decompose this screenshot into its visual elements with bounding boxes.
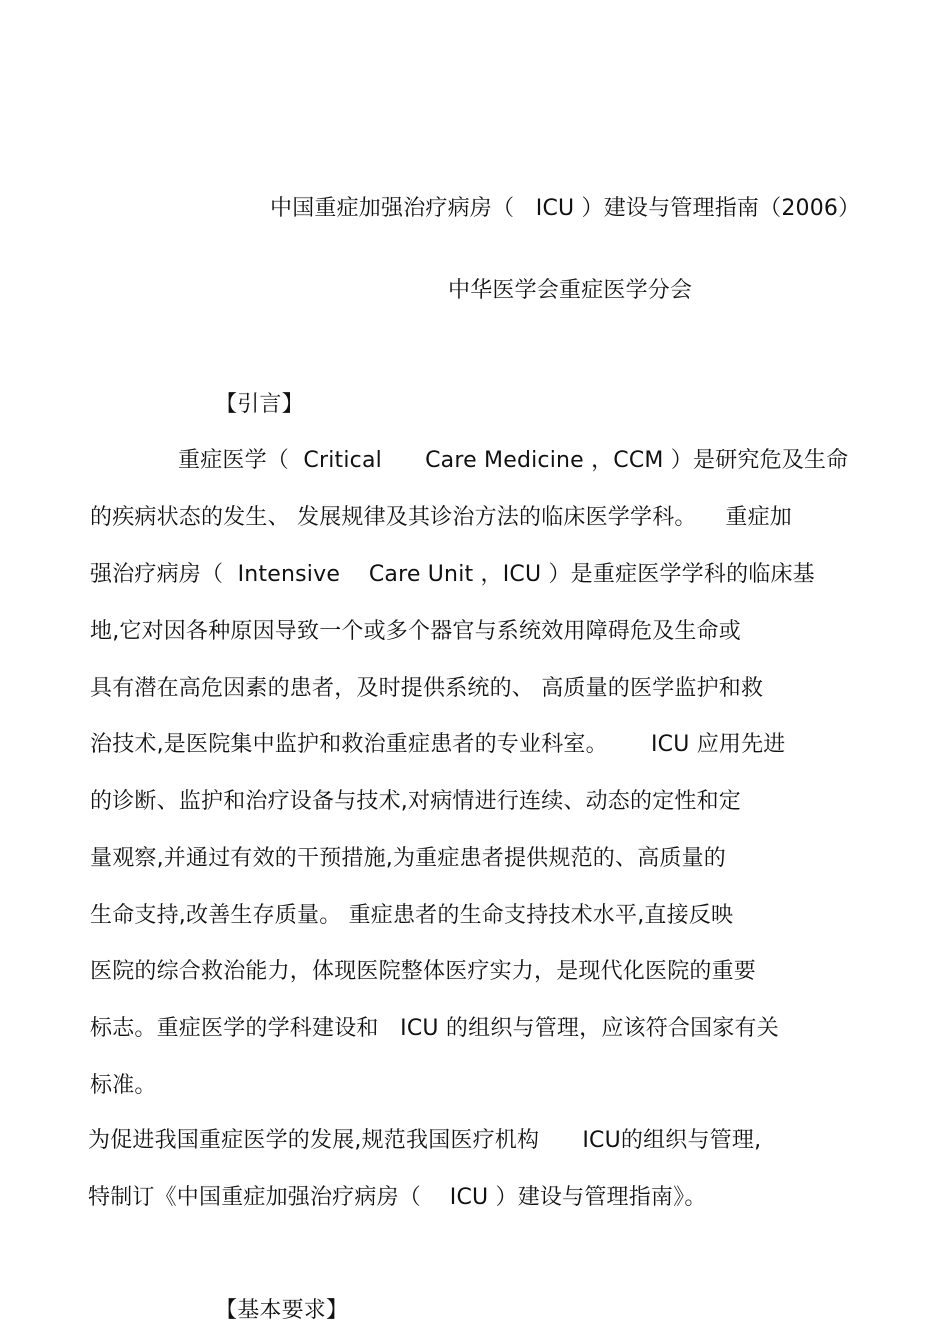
paragraph-line: 治技术,是医院集中监护和救治重症患者的专业科室。 ICU 应用先进 (90, 732, 786, 757)
paragraph-line: 标志。重症医学的学科建设和 ICU 的组织与管理，应该符合国家有关 (90, 1016, 779, 1041)
paragraph-line: 生命支持,改善生存质量。 重症患者的生命支持技术水平,直接反映 (90, 903, 734, 928)
closing-line: 特制订《中国重症加强治疗病房（ ICU ）建设与管理指南》。 (88, 1185, 707, 1210)
closing-line: 为促进我国重症医学的发展,规范我国医疗机构 ICU的组织与管理, (88, 1128, 762, 1153)
document-title: 中国重症加强治疗病房（ ICU ）建设与管理指南（2006） (270, 196, 861, 221)
document-author: 中华医学会重症医学分会 (448, 278, 693, 303)
section-heading-introduction: 【引言】 (215, 392, 304, 417)
paragraph-line: 标准。 (90, 1073, 157, 1098)
paragraph-line: 地,它对因各种原因导致一个或多个器官与系统效用障碍危及生命或 (90, 619, 741, 644)
paragraph-line: 量观察,并通过有效的干预措施,为重症患者提供规范的、高质量的 (90, 846, 726, 871)
paragraph-line: 强治疗病房（ Intensive Care Unit ，ICU ）是重症医学学科的临床基 (90, 562, 815, 587)
paragraph-line: 的疾病状态的发生、 发展规律及其诊治方法的临床医学学科。 重症加 (90, 505, 792, 530)
paragraph-line: 重症医学（ Critical Care Medicine ，CCM ）是研究危及生命 (178, 448, 849, 473)
paragraph-line: 具有潜在高危因素的患者，及时提供系统的、 高质量的医学监护和救 (90, 676, 764, 701)
paragraph-line: 的诊断、监护和治疗设备与技术,对病情进行连续、动态的定性和定 (90, 789, 741, 814)
section-heading-basic-requirements: 【基本要求】 (215, 1298, 349, 1323)
paragraph-line: 医院的综合救治能力，体现医院整体医疗实力，是现代化医院的重要 (90, 959, 757, 984)
